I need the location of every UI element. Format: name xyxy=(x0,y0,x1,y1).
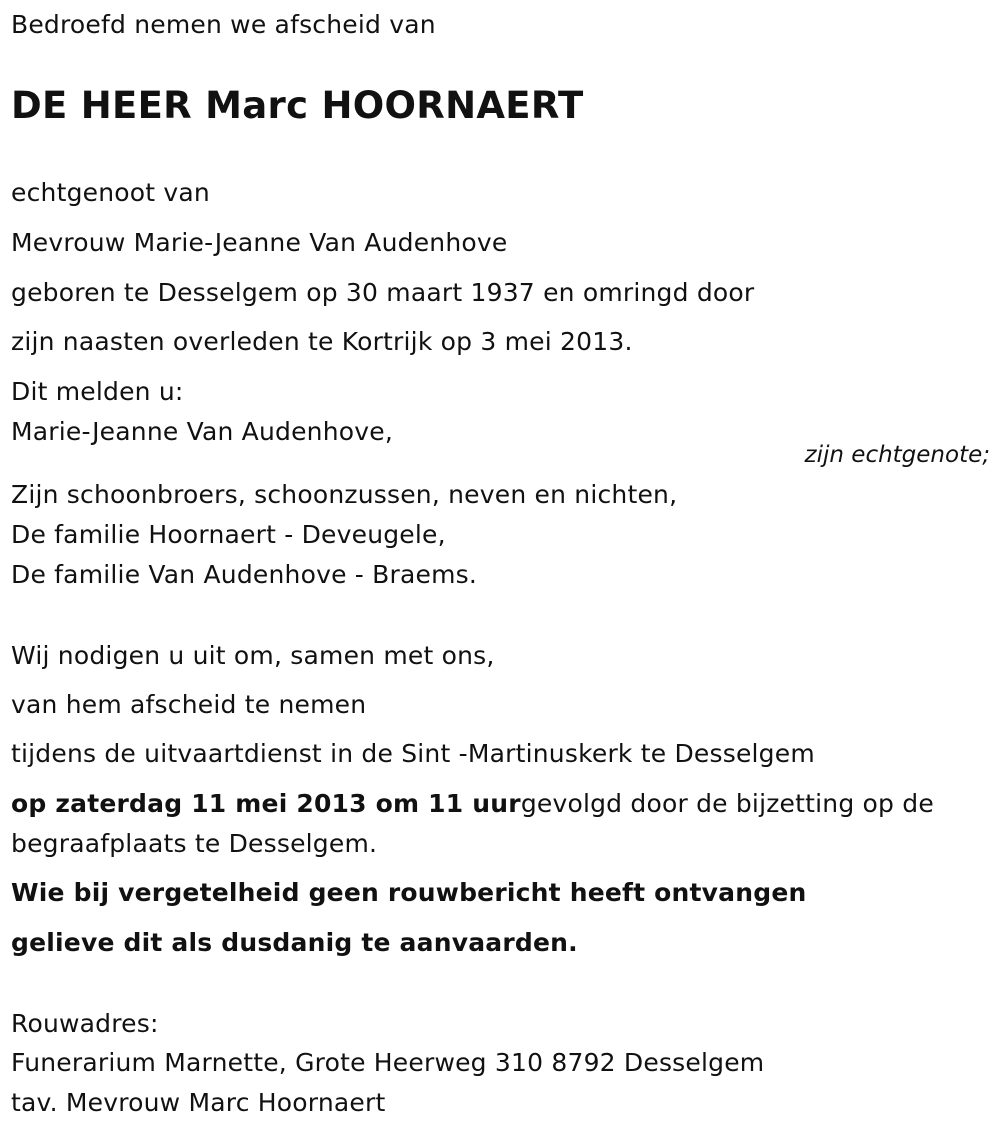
spouse-full-name: Mevrouw Marie-Jeanne Van Audenhove xyxy=(11,228,508,257)
service-date-bold: op zaterdag 11 mei 2013 om 11 uur xyxy=(11,789,521,818)
invitation-line: begraafplaats te Desselgem. xyxy=(11,829,378,858)
address-line: tav. Mevrouw Marc Hoornaert xyxy=(11,1088,386,1117)
deceased-name-heading: DE HEER Marc HOORNAERT xyxy=(11,84,584,127)
service-date-rest: gevolgd door de bijzetting op de xyxy=(520,789,934,818)
service-date-line xyxy=(11,789,934,819)
announcer-spouse-name: Marie-Jeanne Van Audenhove, xyxy=(11,417,393,446)
invitation-line: van hem afscheid te nemen xyxy=(11,690,367,719)
announcers-label: Dit melden u: xyxy=(11,377,184,406)
notice-line: gelieve dit als dusdanig te aanvaarden. xyxy=(11,928,578,957)
death-line: zijn naasten overleden te Kortrijk op 3 mei 2013. xyxy=(11,327,633,356)
announcer-line: De familie Van Audenhove - Braems. xyxy=(11,560,478,589)
relation-label: echtgenoot van xyxy=(11,178,210,207)
announcer-line: Zijn schoonbroers, schoonzussen, neven en nichten, xyxy=(11,480,678,509)
address-label: Rouwadres: xyxy=(11,1009,159,1038)
announcer-line: De familie Hoornaert - Deveugele, xyxy=(11,520,446,549)
notice-line: Wie bij vergetelheid geen rouwbericht heeft ontvangen xyxy=(11,878,807,907)
birth-line: geboren te Desselgem op 30 maart 1937 en omringd door xyxy=(11,278,755,307)
announcer-spouse-role: zijn echtgenote; xyxy=(804,442,990,468)
address-line: Funerarium Marnette, Grote Heerweg 310 8792 Desselgem xyxy=(11,1048,765,1077)
invitation-line: tijdens de uitvaartdienst in de Sint -Martinuskerk te Desselgem xyxy=(11,739,815,768)
invitation-line: Wij nodigen u uit om, samen met ons, xyxy=(11,641,495,670)
intro-text: Bedroefd nemen we afscheid van xyxy=(11,10,436,39)
